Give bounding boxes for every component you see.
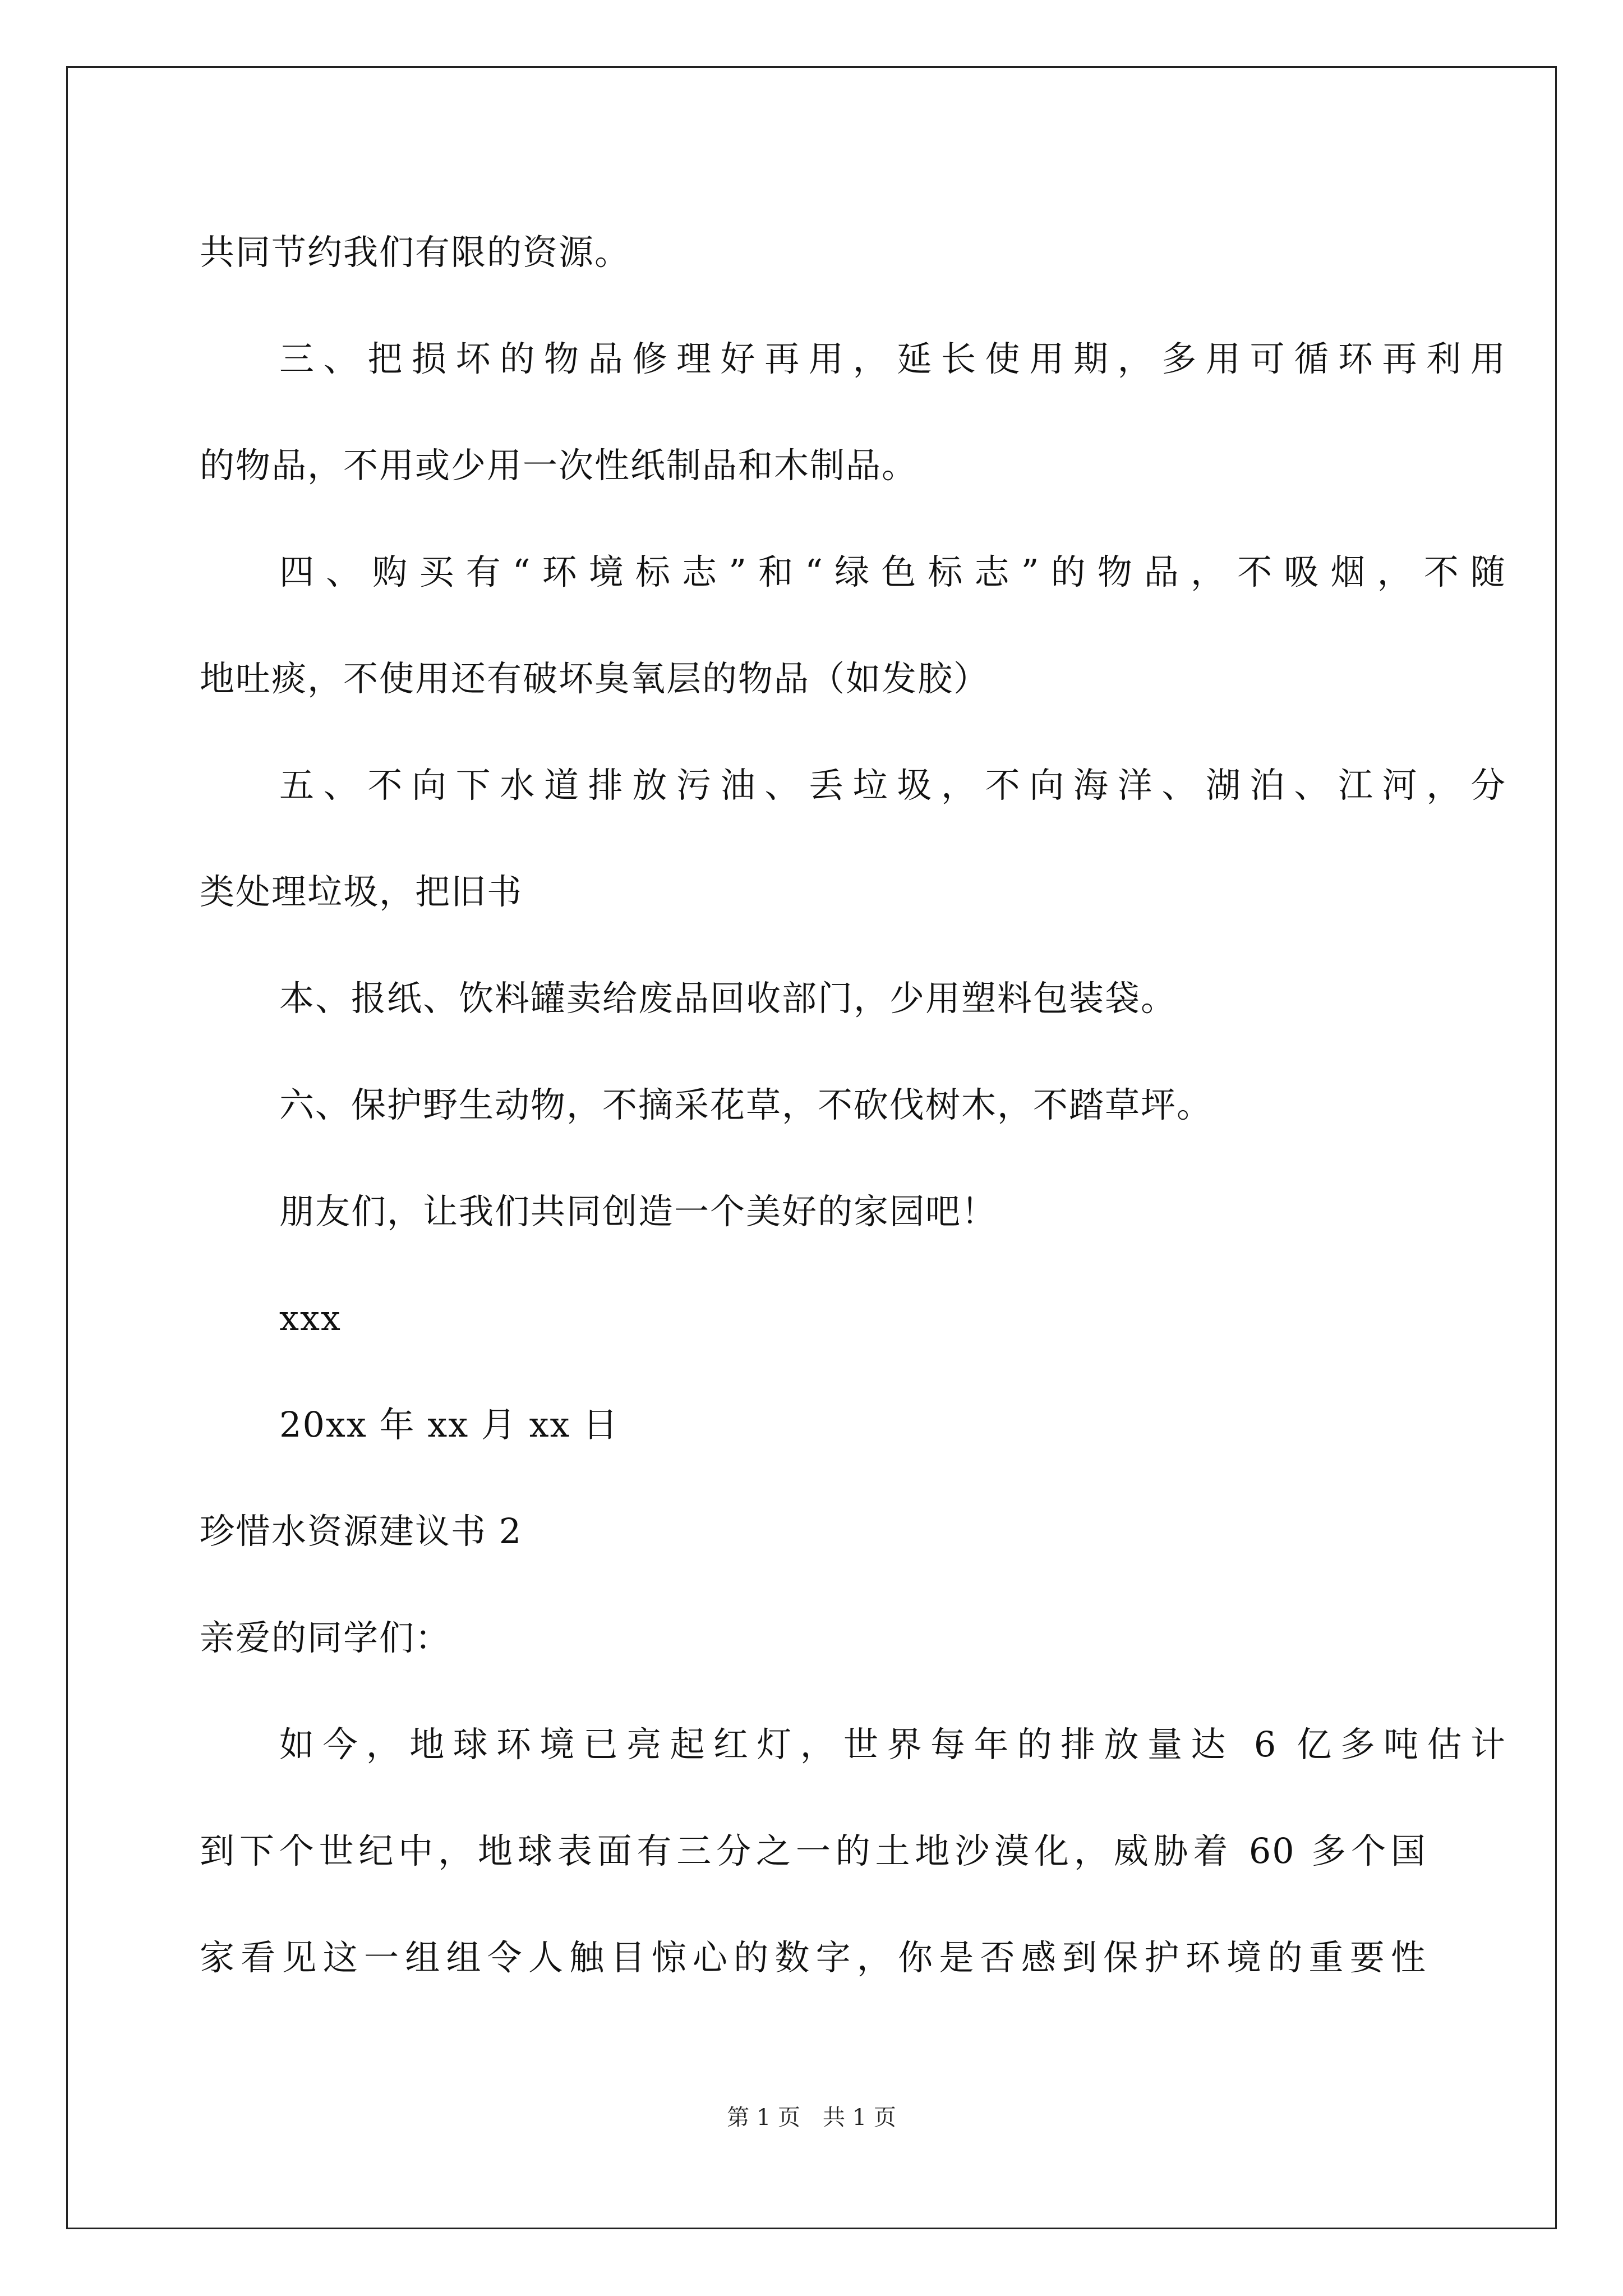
page-border — [66, 66, 1557, 2229]
text-line-6: 五、不向下水道排放污油、丢垃圾，不向海洋、湖泊、江河，分 — [279, 765, 1506, 806]
text-line-4: 四、购买有“环境标志”和“绿色标志”的物品，不吸烟，不随 — [279, 551, 1506, 592]
text-line-8: 本、报纸、饮料罐卖给废品回收部门，少用塑料包装袋。 — [279, 978, 1177, 1019]
text-line-3: 的物品，不用或少用一次性纸制品和木制品。 — [200, 445, 918, 486]
text-line-7: 类处理垃圾，把旧书 — [200, 871, 523, 912]
section-title: 珍惜水资源建议书 2 — [200, 1511, 523, 1552]
text-line-2: 三、把损坏的物品修理好再用，延长使用期，多用可循环再利用 — [279, 338, 1506, 379]
text-line-16: 到下个世纪中，地球表面有三分之一的土地沙漠化，威胁着 60 多个国 — [200, 1830, 1427, 1871]
text-line-5: 地吐痰，不使用还有破坏臭氧层的物品（如发胶） — [200, 658, 990, 699]
signature: xxx — [279, 1297, 342, 1338]
text-line-9: 六、保护野生动物，不摘采花草，不砍伐树木，不踏草坪。 — [279, 1084, 1213, 1125]
text-line-1: 共同节约我们有限的资源。 — [200, 232, 631, 273]
text-line-17: 家看见这一组组令人触目惊心的数字，你是否感到保护环境的重要性 — [200, 1937, 1427, 1978]
text-line-10: 朋友们，让我们共同创造一个美好的家园吧！ — [279, 1191, 998, 1232]
salutation: 亲爱的同学们： — [200, 1617, 451, 1658]
text-line-15: 如今，地球环境已亮起红灯，世界每年的排放量达 6 亿多吨估计 — [279, 1724, 1506, 1765]
date: 20xx 年 xx 月 xx 日 — [279, 1404, 619, 1445]
page-footer: 第 1 页 共 1 页 — [727, 2105, 896, 2131]
